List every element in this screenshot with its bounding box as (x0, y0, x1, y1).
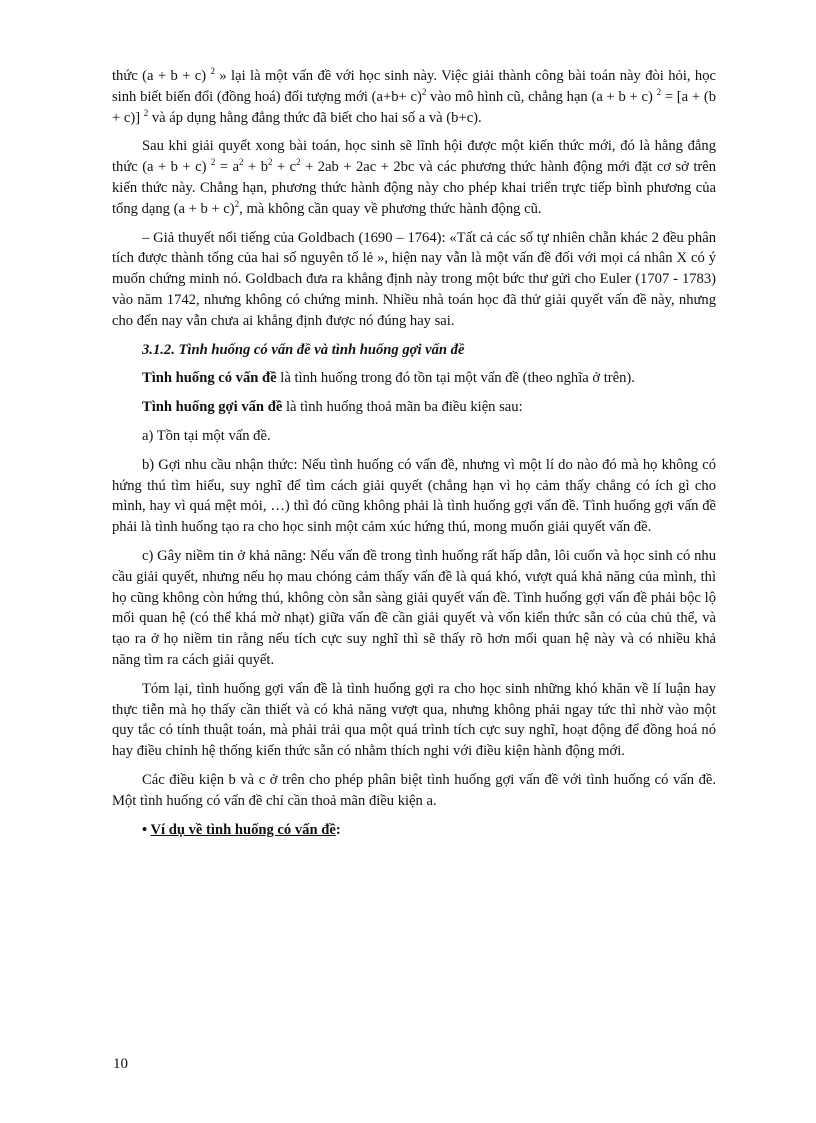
condition-b: b) Gợi nhu cầu nhận thức: Nếu tình huống có vấn đề, nhưng vì một lí do nào đó mà họ không có hứng thú tìm hiểu, suy nghĩ để tìm cách giải quyết (chẳng hạn vì họ cảm thấy chẳng có ích gì cho mình, hay vì quá mệt mỏi, …) thì đó cũng không phải là tình huống gợi vấn đề. Tình huống gợi vấn đề phải là tình huống tạo ra cho học sinh một cảm xúc hứng thú, mong muốn giải quyết vấn đề. (112, 456, 716, 536)
page-body (112, 66, 716, 848)
definition-term: Tình huống có vấn đề (142, 370, 277, 387)
paragraph-identity: Sau khi giải quyết xong bài toán, học sinh sẽ lĩnh hội được một kiến thức mới, đó là hằng đẳng thức (a + b + c) $^2 = a^2 + b^2 + c^2 + 2ab + 2ac + 2bc$ và các phương thức hành động mới đặt cơ sở trên kiến thức này. Chẳng hạn, phương thức hành động này cho phép khai triển trực tiếp bình phương của tổng dạng $(a + b + c)^2$, mà không cần quay về phương thức hành động cũ. (112, 138, 717, 217)
paragraph-continuation: thức (a + b + c) $^2$ » lại là một vấn đề với học sinh này. Việc giải thành công bài toán này đòi hỏi, học sinh biết biến đổi (đồng hoá) đối tượng mới $(a+b+ c)^2$ vào mô hình cũ, chẳng hạn (a + b + c) $^2$ = [a + (b + c)] $^2$ và áp dụng hằng đẳng thức đã biết cho hai số a và (b+c). (112, 66, 717, 126)
paragraph-goldbach: – Giả thuyết nổi tiếng của Goldbach (1690 – 1764): «Tất cả các số tự nhiên chẵn khác 2 đều phân tích được thành tổng của hai số nguyên tố lẻ », hiện nay vẫn là một vấn đề đối với mọi cá nhân X có ý muốn chứng minh nó. Goldbach đưa ra khẳng định này trong một bức thư gửi cho Euler (1707 - 1783) vào năm 1742, nhưng không có chứng minh. Nhiều nhà toán học đã thử giải quyết vấn đề này, nhưng cho đến nay vẫn chưa ai khẳng định được nó đúng hay sai. (112, 229, 716, 329)
section-heading: 3.1.2. Tình huống có vấn đề và tình huống gợi vấn đề (142, 341, 465, 358)
definition-problem-situation: Tình huống có vấn đề là tình huống trong đó tồn tại một vấn đề (theo nghĩa ở trên). (142, 370, 635, 387)
page-number: 10 (113, 1056, 128, 1072)
example-heading: • Ví dụ về tình huống có vấn đề: (142, 821, 341, 838)
paragraph-summary: Tóm lại, tình huống gợi vấn đề là tình huống gợi ra cho học sinh những khó khăn về lí luận hay thực tiễn mà họ thấy cần thiết và có khả năng vượt qua, nhưng không phải ngay tức thì nhờ vào một quy tắc có tính thuật toán, mà phải trải qua một quá trình tích cực suy nghĩ, hoạt động để đồng hoá nó hay điều chỉnh hệ thống kiến thức sẵn có nhằm thích nghi với điều kiện hành động mới. (112, 680, 716, 760)
definition-term: Tình huống gợi vấn đề (142, 399, 283, 416)
bullet-icon: • (142, 821, 148, 838)
definition-suggestive-situation: Tình huống gợi vấn đề là tình huống thoả mãn ba điều kiện sau: (142, 399, 523, 416)
condition-c: c) Gây niềm tin ở khả năng: Nếu vấn đề trong tình huống rất hấp dẫn, lôi cuốn và học sinh có nhu cầu giải quyết, nhưng nếu họ mau chóng cảm thấy vấn đề là quá khó, vượt quá khả năng của mình, thì họ cũng không còn hứng thú, không còn sẵn sàng giải quyết vấn đề. Tình huống gợi vấn đề phải bộc lộ mối quan hệ (có thể khá mờ nhạt) giữa vấn đề cần giải quyết và vốn kiến thức sẵn có của chủ thể, và tạo ra ở họ niềm tin rằng nếu tích cực suy nghĩ thì sẽ thấy rõ hơn mối quan hệ này và có nhiều khả năng tìm ra cách giải quyết. (112, 547, 716, 668)
paragraph-distinction: Các điều kiện b và c ở trên cho phép phân biệt tình huống gợi vấn đề với tình huống có vấn đề. Một tình huống có vấn đề chỉ cần thoả mãn điều kiện a. (112, 771, 716, 809)
condition-a: a) Tồn tại một vấn đề. (142, 427, 271, 444)
